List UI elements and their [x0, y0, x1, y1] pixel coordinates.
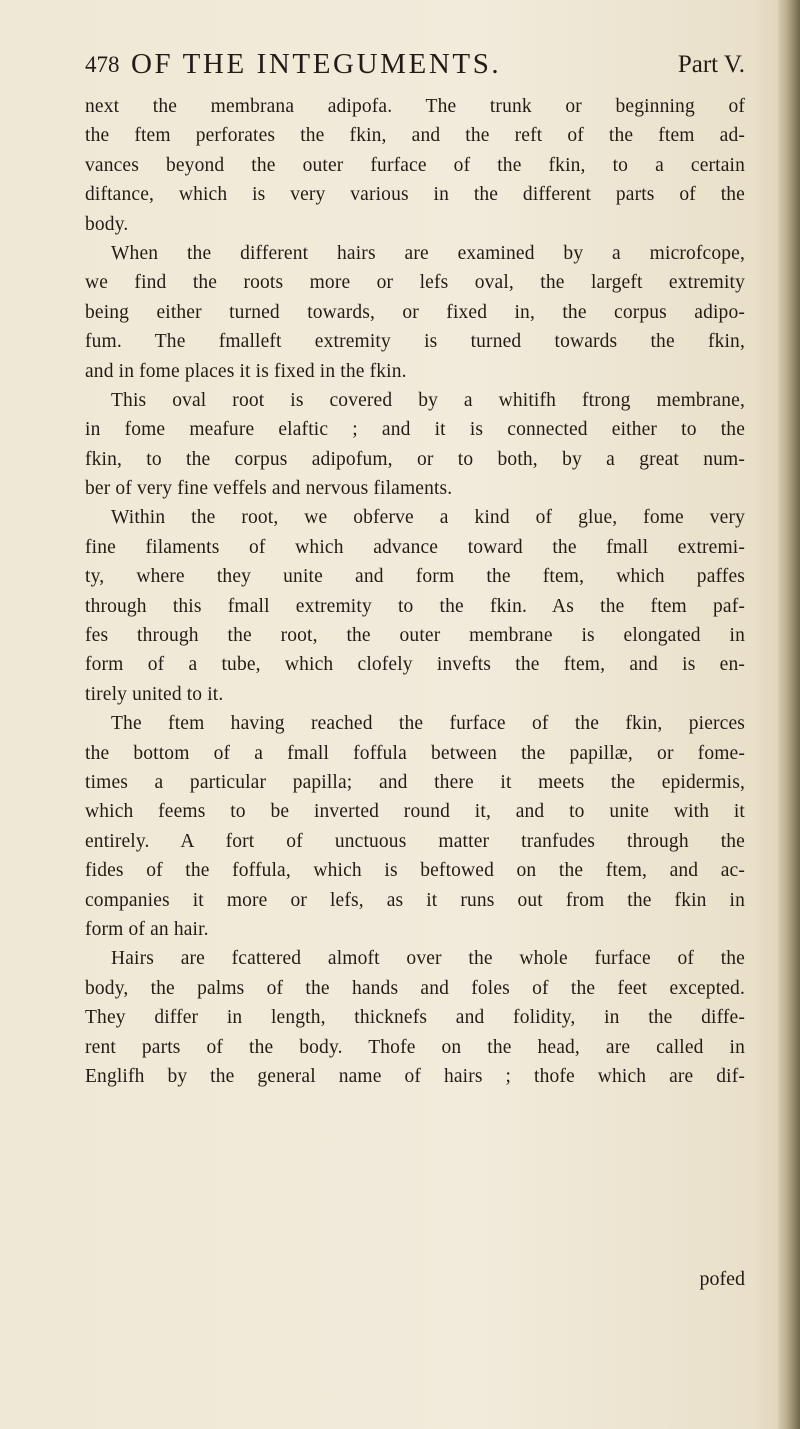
page-binding-edge: [778, 0, 800, 1429]
running-title: OF THE INTEGUMENTS.: [131, 48, 502, 80]
text-line: When the different hairs are examined by a microfcope,: [111, 242, 745, 264]
text-line: diftance, which is very various in the different parts of the: [85, 184, 745, 206]
text-line: The ftem having reached the furface of the fkin, pierces: [111, 713, 745, 735]
text-line: Within the root, we obferve a kind of glue, fome very: [111, 507, 745, 529]
text-line: rent parts of the body. Thofe on the head, are called in: [85, 1036, 745, 1058]
text-line: form of a tube, which clofely invefts the ftem, and is en-: [85, 654, 745, 676]
text-line: in fome meafure elaftic ; and it is connected either to the: [85, 419, 745, 441]
text-line: Hairs are fcattered almoft over the whole furface of the: [111, 948, 745, 970]
text-line: form of an hair.: [85, 918, 209, 940]
text-line: times a particular papilla; and there it meets the epidermis,: [85, 771, 745, 793]
page-number: 478: [85, 52, 120, 77]
part-label: Part V.: [677, 51, 745, 78]
text-line: through this fmall extremity to the fkin. As the ftem paf-: [85, 595, 745, 617]
text-line: the ftem perforates the fkin, and the reft of the ftem ad-: [85, 125, 745, 147]
text-line: body, the palms of the hands and foles of the feet excepted.: [85, 977, 745, 999]
text-line: ber of very fine veffels and nervous filaments.: [85, 478, 453, 500]
text-line: fides of the foffula, which is beftowed on the ftem, and ac-: [85, 860, 745, 882]
text-line: the bottom of a fmall foffula between the papillæ, or fome-: [85, 742, 745, 764]
text-line: fes through the root, the outer membrane is elongated in: [85, 625, 745, 647]
body-text: [85, 92, 745, 1091]
text-line: tirely united to it.: [85, 683, 224, 705]
footer: [85, 1264, 745, 1294]
text-line: fkin, to the corpus adipofum, or to both, by a great num-: [85, 448, 745, 470]
text-line: fine filaments of which advance toward the fmall extremi-: [85, 536, 745, 558]
text-line: companies it more or lefs, as it runs out from the fkin in: [85, 889, 745, 911]
text-line: which feems to be inverted round it, and to unite with it: [85, 801, 745, 823]
text-line: fum. The fmalleft extremity is turned towards the fkin,: [85, 331, 745, 353]
text-line: entirely. A fort of unctuous matter tranfudes through the: [85, 830, 745, 852]
text-line: being either turned towards, or fixed in, the corpus adipo-: [85, 301, 745, 323]
text-line: This oval root is covered by a whitifh ftrong membrane,: [111, 389, 745, 411]
running-header: [85, 48, 745, 88]
catchword: pofed: [699, 1268, 745, 1290]
text-line: we find the roots more or lefs oval, the largeft extremity: [85, 272, 745, 294]
text-line: body.: [85, 213, 129, 235]
text-line: They differ in length, thicknefs and folidity, in the diffe-: [85, 1007, 745, 1029]
text-line: next the membrana adipofa. The trunk or beginning of: [85, 96, 745, 117]
text-line: and in fome places it is fixed in the fkin.: [85, 360, 407, 382]
text-line: ty, where they unite and form the ftem, which paffes: [85, 566, 745, 588]
text-line: vances beyond the outer furface of the fkin, to a certain: [85, 154, 745, 176]
text-line: Englifh by the general name of hairs ; thofe which are dif-: [85, 1065, 745, 1087]
